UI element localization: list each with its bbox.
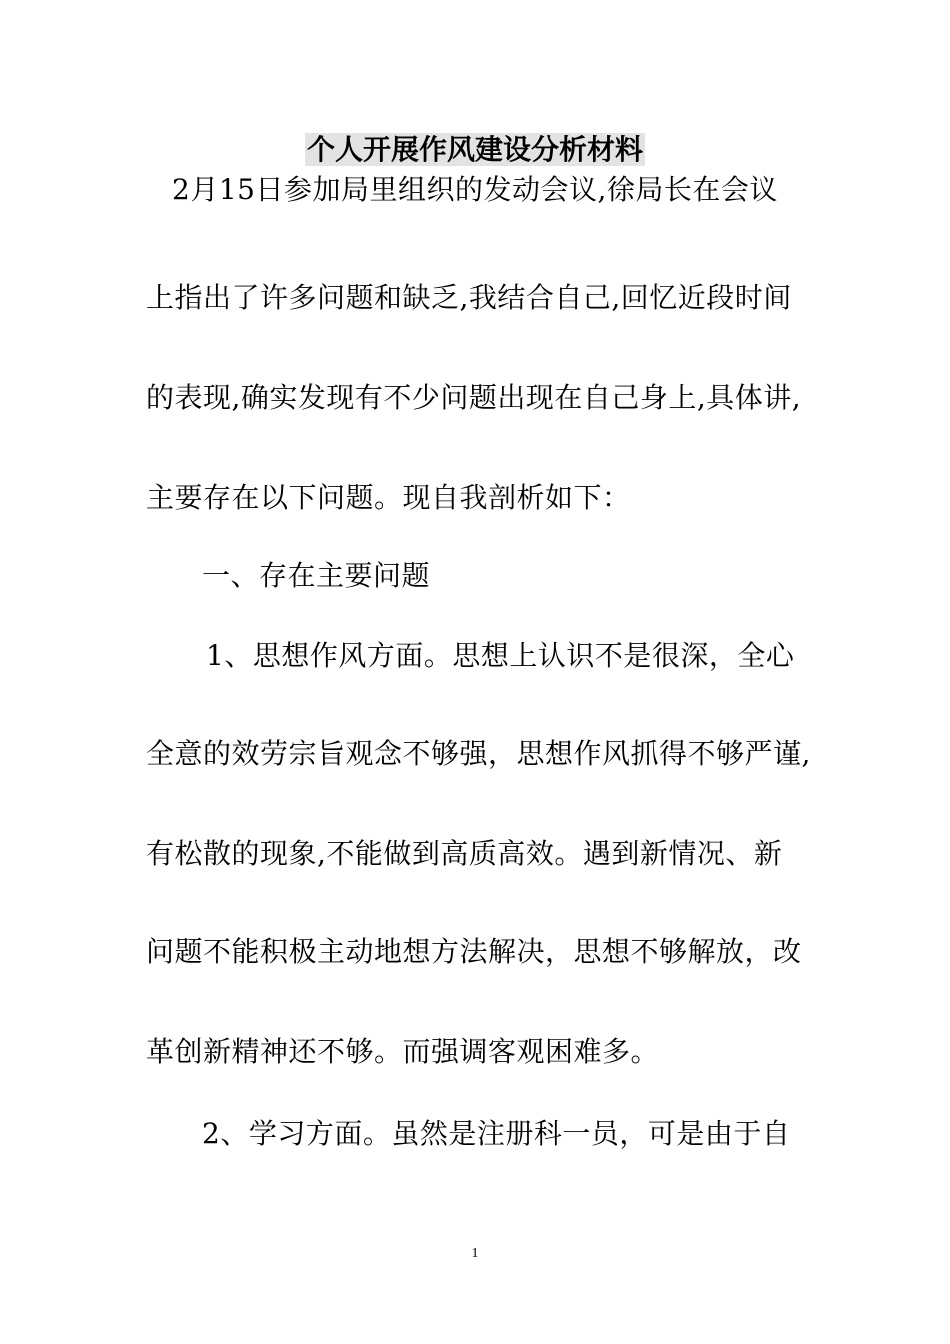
page-number: 1 <box>471 1246 479 1261</box>
paragraph-line-11: 2、学习方面。虽然是注册科一员，可是由于自 <box>202 1117 791 1150</box>
paragraph-line-3: 的表现,确实发现有不少问题出现在自己身上,具体讲, <box>146 381 802 414</box>
paragraph-line-1: 2月15日参加局里组织的发动会议,徐局长在会议 <box>172 173 778 206</box>
paragraph-line-10: 革创新精神还不够。而强调客观困难多。 <box>146 1035 660 1068</box>
paragraph-line-7: 全意的效劳宗旨观念不够强，思想作风抓得不够严谨, <box>146 737 811 770</box>
document-title-text: 个人开展作风建设分析材料 <box>306 133 643 166</box>
paragraph-line-9: 问题不能积极主动地想方法解决，思想不够解放，改 <box>146 935 802 968</box>
paragraph-line-8: 有松散的现象,不能做到高质高效。遇到新情况、新 <box>146 837 783 870</box>
paragraph-line-2: 上指出了许多问题和缺乏,我结合自己,回忆近段时间 <box>146 281 792 314</box>
document-title <box>0 128 950 172</box>
paragraph-line-6: 1、思想作风方面。思想上认识不是很深，全心 <box>206 639 795 672</box>
paragraph-line-4: 主要存在以下问题。现自我剖析如下： <box>146 481 631 514</box>
section-heading: 一、存在主要问题 <box>202 559 431 592</box>
